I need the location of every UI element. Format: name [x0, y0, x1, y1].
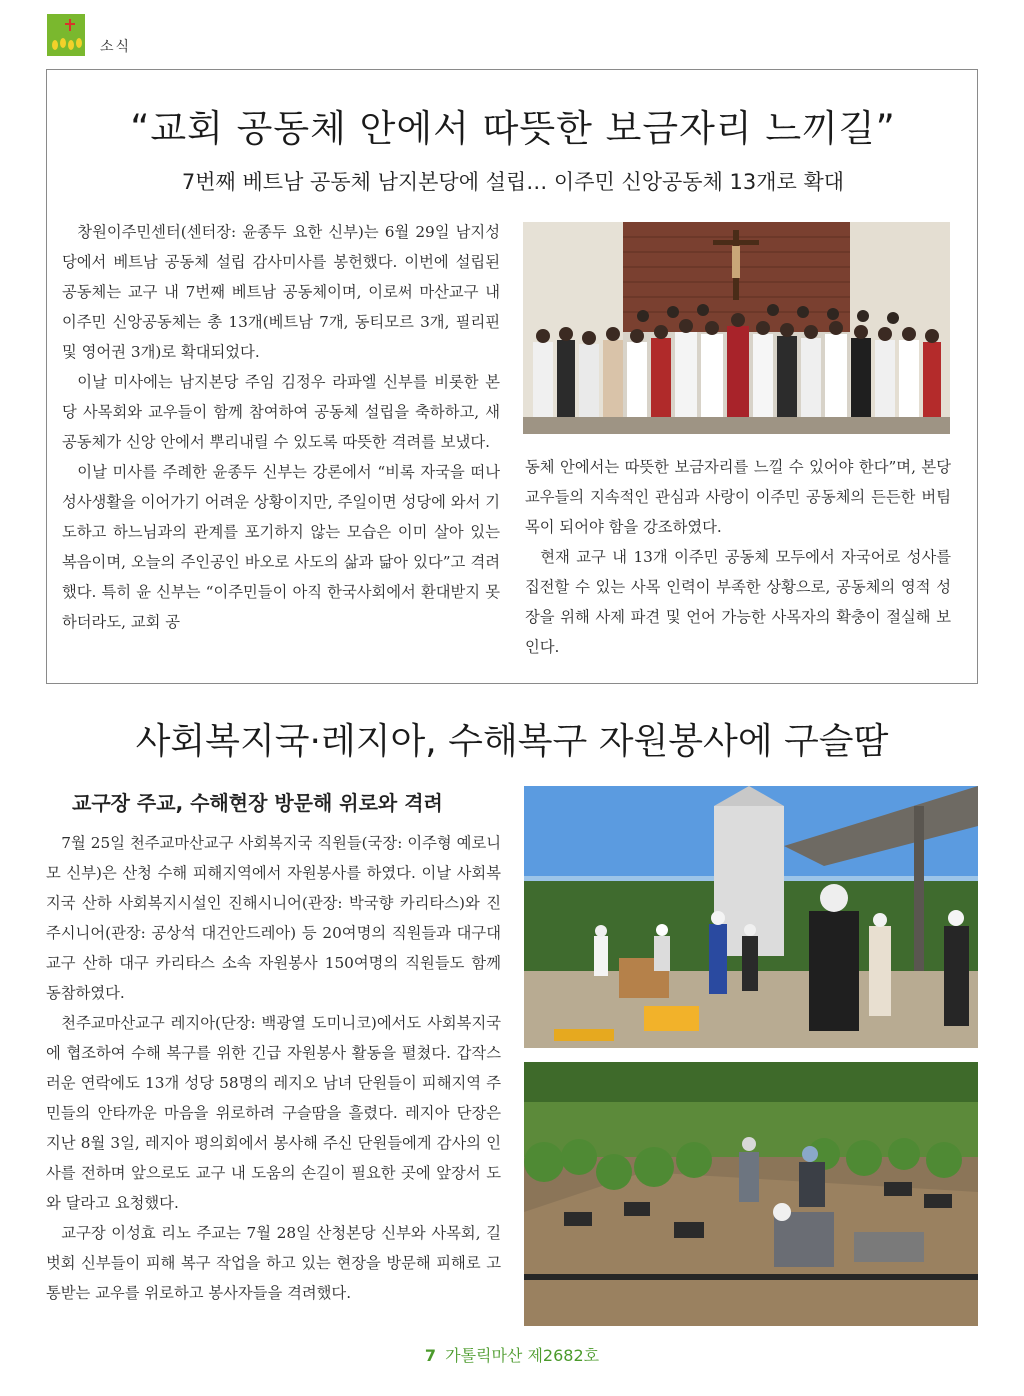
- paragraph: 현재 교구 내 13개 이주민 공동체 모두에서 자국어로 성사를 집전할 수 있는 사목 인력이 부족한 상황으로, 공동체의 영적 성장을 위해 사제 파견 및 언어 가능한 사목자의 확충이 절실해 보인다.: [525, 548, 951, 656]
- publication-issue: 가톨릭마산 제2682호: [445, 1346, 600, 1365]
- paragraph: 이날 미사를 주례한 윤종두 신부는 강론에서 “비록 자국을 떠나 성사생활을 이어가기 어려운 상황이지만, 주일이면 성당에 와서 기도하고 하느님과의 관계를 포기하지 않는 모습은 이미 살아 있는 복음이며, 오늘의 주인공인 바오로 사도의 삶과 닮아 있다”고 격려했다. 특히 윤 신부는 “이주민들이 아직 한국사회에서 환대받지 못하더라도, 교회 공: [62, 463, 500, 631]
- paragraph: 동체 안에서는 따뜻한 보금자리를 느낄 수 있어야 한다”며, 본당교우들의 지속적인 관심과 사랑이 이주민 공동체의 든든한 버팀목이 되어야 함을 강조하였다.: [525, 458, 951, 536]
- paragraph: 이날 미사에는 남지본당 주임 김정우 라파엘 신부를 비롯한 본당 사목회와 교우들이 함께 참여하여 공동체 설립을 축하하고, 새 공동체가 신앙 안에서 뿌리내릴 수 있도록 따뜻한 격려를 보냈다.: [62, 373, 500, 451]
- church-group-photo: [523, 222, 950, 434]
- article1-headline: “교회 공동체 안에서 따뜻한 보금자리 느끼길”: [130, 107, 896, 150]
- flood-cleanup-photo-1: [524, 786, 978, 1048]
- article2-subheadline: 교구장 주교, 수해현장 방문해 위로와 격려: [72, 791, 443, 815]
- article2-headline: 사회복지국·레지아, 수해복구 자원봉사에 구슬땀: [135, 721, 889, 762]
- page-footer: [0, 1343, 1024, 1366]
- paragraph: 창원이주민센터(센터장: 윤종두 요한 신부)는 6월 29일 남지성당에서 베트남 공동체 설립 감사미사를 봉헌했다. 이번에 설립된 공동체는 교구 내 7번째 베트남 공동체이며, 이로써 마산교구 내 이주민 신앙공동체는 총 13개(베트남 7개, 동티모르 3개, 필리핀 및 영어권 3개)로 확대되었다.: [62, 223, 500, 361]
- article1-right-column: [525, 452, 951, 662]
- article2-column: [46, 828, 501, 1308]
- article1-left-column: [62, 217, 500, 637]
- publication-logo: [47, 14, 85, 56]
- flood-cleanup-photo-2: [524, 1062, 978, 1326]
- cross-icon: [65, 19, 75, 31]
- section-label: 소식: [100, 39, 132, 55]
- paragraph: 교구장 이성효 리노 주교는 7월 28일 산청본당 신부와 사목회, 길벗회 신부들이 피해 복구 작업을 하고 있는 현장을 방문해 피해로 고통받는 교우를 위로하고 봉사자들을 격려했다.: [46, 1224, 501, 1302]
- article1-subheadline: 7번째 베트남 공동체 남지본당에 설립… 이주민 신앙공동체 13개로 확대: [181, 170, 845, 194]
- page-number: 7: [424, 1346, 437, 1365]
- paragraph: 천주교마산교구 레지아(단장: 백광열 도미니코)에서도 사회복지국에 협조하여 수해 복구를 위한 긴급 자원봉사 활동을 펼쳤다. 갑작스러운 연락에도 13개 성당 58명의 레지오 남녀 단원들이 피해지역 주민들의 안타까운 마음을 위로하려 구슬땀을 흘렸다. 레지아 단장은 지난 8월 3일, 레지아 평의회에서 봉사해 주신 단원들에게 감사의 인사를 전하며 앞으로도 교구 내 도움의 손길이 필요한 곳에 앞장서 도와 달라고 요청했다.: [46, 1014, 501, 1212]
- paragraph: 7월 25일 천주교마산교구 사회복지국 직원들(국장: 이주형 예로니모 신부)은 산청 수해 피해지역에서 자원봉사를 하였다. 이날 사회복지국 산하 사회복지시설인 진해시니어(관장: 박국향 카리타스)와 진주시니어(관장: 공상석 대건안드레아) 등 20여명의 직원들과 대구대교구 산하 대구 카리타스 소속 자원봉사 150여명의 직원들도 함께 동참하였다.: [46, 834, 501, 1002]
